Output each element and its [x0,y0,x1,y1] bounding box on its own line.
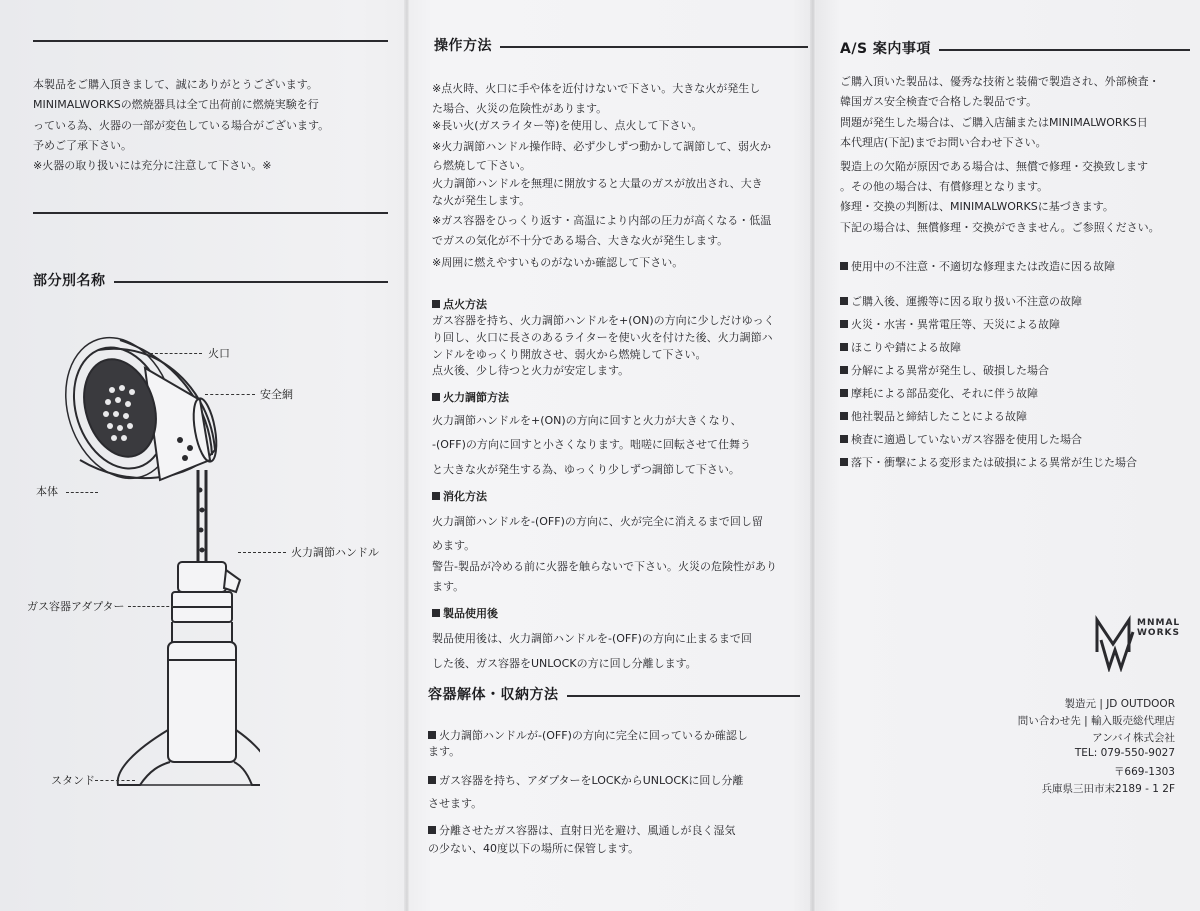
exclusion-text: 火災・水害・異常電圧等、天災による故障 [851,318,1060,331]
disassembly-line [428,772,743,789]
exclusion-text: 他社製品と締結したことによる故障 [851,410,1027,423]
as-line: ご購入頂いた製品は、優秀な技術と装備で製造され、外部検査・ [840,75,1160,88]
bullet-square-icon [432,492,440,500]
as-line: 下記の場合は、無償修理・交換ができません。ご参照ください。 [840,221,1160,234]
intro-line: MINIMALWORKSの燃焼器具は全て出荷前に燃焼実験を行 [33,98,319,111]
bullet-square-icon [840,343,848,351]
caution-line: でガスの気化が不十分である場合、大きな火が発生します。 [432,234,729,247]
operation-heading-row [434,35,808,55]
leader-line [128,606,174,607]
disassembly-heading: 容器解体・収納方法 [428,687,559,703]
contact-line: 兵庫県三田市末2189 - 1 2F [1041,783,1175,795]
divider [33,40,388,42]
label-adapter: ガス容器アダプター [27,600,125,613]
disassembly-line: ます。 [428,745,461,758]
extinguish-line: めます。 [432,539,476,552]
bullet-square-icon [840,262,848,270]
exclusion-item [840,431,1082,448]
leader-line [95,780,135,781]
as-line: 修理・交換の判断は、MINIMALWORKSに基づきます。 [840,200,1114,213]
adjust-title [432,389,509,405]
adjust-line: と大きな火が発生する為、ゆっくり少しずつ調節して下さい。 [432,463,740,476]
logo-text [1137,618,1180,639]
contact-line: 〒669-1303 [1113,766,1175,778]
caution-line: た場合、火災の危険性があります。 [432,102,608,115]
ignition-line: ンドルをゆっくり開放させ、弱火から燃焼して下さい。 [432,348,707,361]
operation-heading: 操作方法 [434,38,492,54]
intro-line: っている為、火器の一部が変色している場合がございます。 [33,119,330,132]
label-handle: 火力調節ハンドル [291,546,379,559]
extinguish-title [432,488,487,504]
intro-line: 予めご了承下さい。 [33,139,132,152]
bullet-square-icon [432,609,440,617]
as-line: 問題が発生した場合は、ご購入店舗またはMINIMALWORKS日 [840,116,1148,129]
label-body: 本体 [36,485,58,498]
contact-line: アンバイ株式会社 [1092,732,1175,744]
after-use-title-text: 製品使用後 [443,607,498,620]
bullet-square-icon [840,435,848,443]
as-line: 。その他の場合は、有償修理となります。 [840,180,1049,193]
after-use-line: 製品使用後は、火力調節ハンドルを-(OFF)の方向に止まるまで回 [432,632,752,645]
bullet-square-icon [840,320,848,328]
adjust-line: 火力調節ハンドルを+(ON)の方向に回すと火力が大きくなり、 [432,414,742,427]
heading-rule [114,281,389,283]
minimalworks-logo-icon [1093,612,1137,672]
left-panel [0,0,408,911]
after-use-title [432,605,498,621]
exclusion-item [840,293,1082,310]
contact-line: 問い合わせ先 | 輸入販売総代理店 [1017,715,1175,727]
heading-rule [500,46,808,48]
caution-line: ※火力調節ハンドル操作時、必ず少しずつ動かして調節して、弱火か [432,140,771,153]
disassembly-line: の少ない、40度以下の場所に保管します。 [428,842,640,855]
bullet-square-icon [428,731,436,739]
parts-heading: 部分別名称 [33,273,106,289]
caution-line: 火力調節ハンドルを無理に開放すると大量のガスが放出され、大き [432,177,763,190]
caution-line: な火が発生します。 [432,194,531,207]
adjust-line: -(OFF)の方向に回すと小さくなります。咄嗟に回転させて仕舞う [432,438,751,451]
leader-line [66,492,98,493]
bullet-square-icon [840,366,848,374]
bullet-square-icon [428,826,436,834]
contact-line: 製造元 | JD OUTDOOR [1064,698,1175,710]
as-heading: A/S 案内事項 [840,41,931,57]
after-use-line: した後、ガス容器をUNLOCKの方に回し分離します。 [432,657,697,670]
adjust-title-text: 火力調節方法 [443,391,509,404]
middle-panel [410,0,810,911]
contact-line: TEL: 079-550-9027 [1074,747,1175,759]
extinguish-line: 火力調節ハンドルを-(OFF)の方向に、火が完全に消えるまで回し留 [432,515,763,528]
intro-line: ※火器の取り扱いには充分に注意して下さい。※ [33,159,272,172]
exclusion-text: 摩耗による部品変化、それに伴う故障 [851,387,1038,400]
exclusion-item [840,339,961,356]
disassembly-line [428,822,736,839]
heater-illustration-icon [40,330,260,810]
caution-line: ※点火時、火口に手や体を近付けないで下さい。大きな火が発生し [432,82,761,95]
disassembly-text: 火力調節ハンドルが-(OFF)の方向に完全に回っているか確認し [439,729,748,742]
as-line: 韓国ガス安全検査で合格した製品です。 [840,95,1038,108]
exclusion-text: 検査に適過していないガス容器を使用した場合 [851,433,1082,446]
leader-line [150,353,202,354]
logo-line: WORKS [1137,628,1180,639]
as-line: 製造上の欠陥が原因である場合は、無償で修理・交換致します [840,160,1148,173]
bullet-square-icon [428,776,436,784]
parts-heading-row [33,270,388,290]
exclusion-item [840,362,1049,379]
bullet-square-icon [432,393,440,401]
exclusion-item [840,385,1038,402]
bullet-square-icon [432,300,440,308]
caution-line: ※周囲に燃えやすいものがないか確認して下さい。 [432,256,684,269]
leader-line [205,394,255,395]
disassembly-text: ガス容器を持ち、アダプターをLOCKからUNLOCKに回し分離 [439,774,744,787]
exclusion-text: ほこりや錆による故障 [851,341,961,354]
heading-rule [939,49,1190,51]
exclusion-text: 分解による異常が発生し、破損した場合 [851,364,1049,377]
ignition-line: ガス容器を持ち、火力調節ハンドルを+(ON)の方向に少しだけゆっく [432,314,775,327]
label-burner: 火口 [208,347,230,360]
bullet-square-icon [840,412,848,420]
bullet-square-icon [840,297,848,305]
as-line: 本代理店(下記)までお問い合わせ下さい。 [840,136,1047,149]
intro-line: 本製品をご購入頂きまして、誠にありがとうございます。 [33,78,318,91]
exclusion-item [840,316,1060,333]
label-safety-net: 安全網 [260,388,293,401]
extinguish-line: ます。 [432,580,465,593]
exclusion-item [840,258,1115,275]
exclusion-item [840,454,1137,471]
ignition-line: 点火後、少し待つと火力が安定します。 [432,364,630,377]
heading-rule [567,695,801,697]
leader-line [238,552,286,553]
caution-line: ※ガス容器をひっくり返す・高温により内部の圧力が高くなる・低温 [432,214,772,227]
disassembly-heading-row [428,684,800,704]
bullet-square-icon [840,458,848,466]
logo-line: MNMAL [1137,618,1181,628]
exclusion-text: 使用中の不注意・不適切な修理または改造に因る故障 [851,260,1115,273]
exclusion-text: ご購入後、運搬等に因る取り扱い不注意の故障 [851,295,1082,308]
caution-line: ※長い火(ガスライター等)を使用し、点火して下さい。 [432,119,703,132]
divider [33,212,388,214]
disassembly-line [428,727,748,744]
extinguish-line: 警告-製品が冷める前に火器を触らないで下さい。火災の危険性があり [432,560,777,573]
caution-line: ら燃焼して下さい。 [432,159,531,172]
bullet-square-icon [840,389,848,397]
extinguish-title-text: 消化方法 [443,490,487,503]
ignition-line: り回し、火口に長さのあるライターを使い火を付けた後、火力調節ハ [432,331,773,344]
right-panel [815,0,1200,911]
ignition-title-text: 点火方法 [443,298,487,311]
ignition-title [432,296,487,312]
exclusion-item [840,408,1027,425]
label-stand: スタンド [51,774,95,787]
disassembly-text: 分離させたガス容器は、直射日光を避け、風通しが良く湿気 [439,824,736,837]
exclusion-text: 落下・衝撃による変形または破損による異常が生じた場合 [851,456,1137,469]
as-heading-row [840,38,1190,58]
disassembly-line: させます。 [428,797,483,810]
